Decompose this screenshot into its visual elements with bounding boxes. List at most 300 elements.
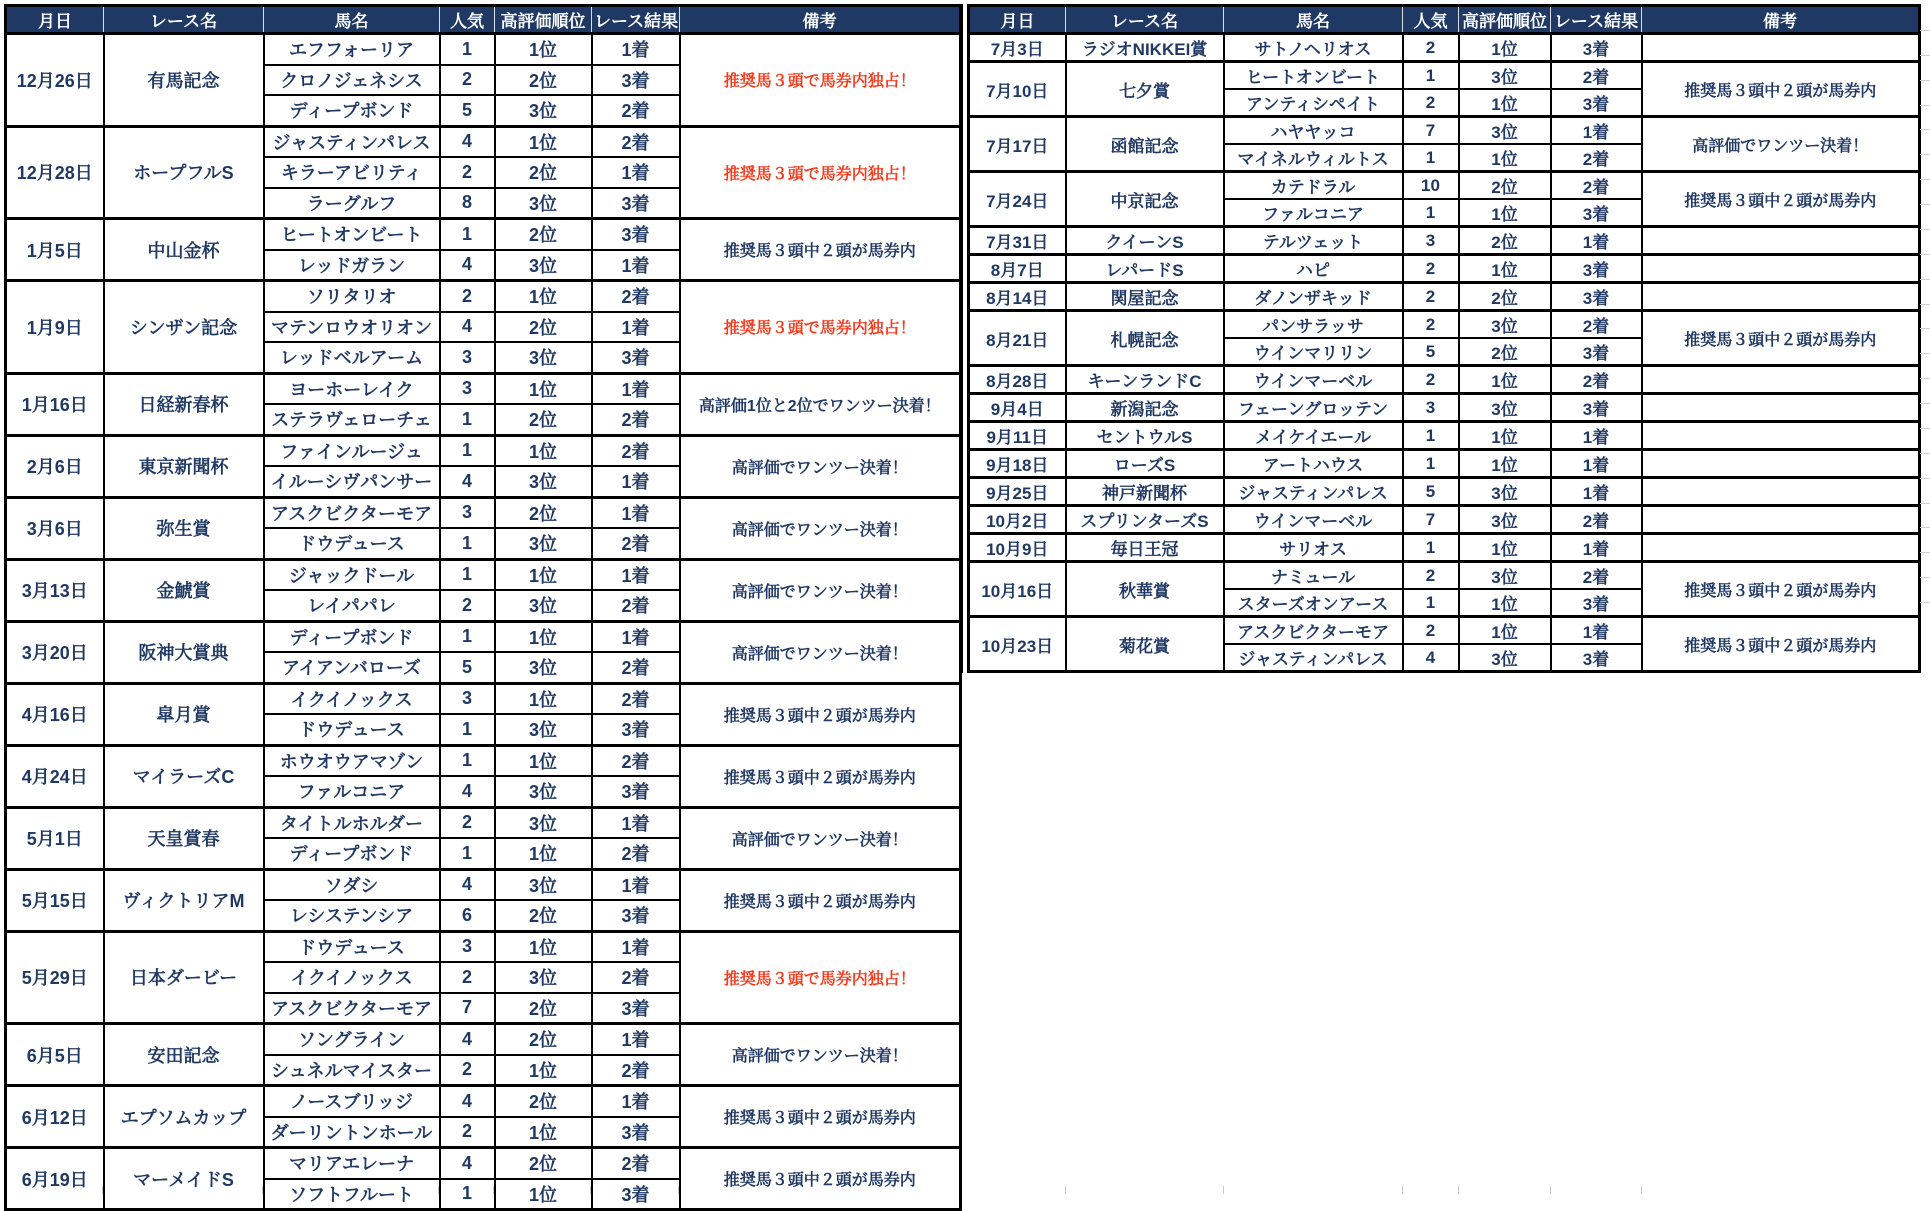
result-cell: 2着 — [1551, 62, 1642, 90]
result-cell: 2着 — [1551, 144, 1642, 172]
horse-name-cell: フェーングロッテン — [1224, 394, 1403, 422]
popularity-cell: 1 — [1403, 450, 1459, 478]
horse-name-cell: アイアンバローズ — [264, 652, 440, 683]
result-cell: 2着 — [592, 404, 680, 435]
horse-name-cell: ジャスティンパレス — [1224, 478, 1403, 506]
result-cell: 2着 — [1551, 506, 1642, 534]
horse-name-cell: ダーリントンホール — [264, 1117, 440, 1148]
gridline — [102, 1186, 103, 1194]
rank-cell: 1位 — [1459, 534, 1551, 562]
horse-name-cell: タイトルホルダー — [264, 807, 440, 838]
result-cell: 1着 — [592, 1086, 680, 1117]
gridline — [1402, 1186, 1403, 1194]
popularity-cell: 7 — [440, 993, 495, 1024]
race-name-cell: 日経新春杯 — [104, 373, 264, 435]
gridline — [1550, 1186, 1551, 1194]
popularity-cell: 1 — [1403, 534, 1459, 562]
horse-name-cell: サトノヘリオス — [1224, 34, 1403, 62]
date-cell: 8月28日 — [969, 366, 1066, 394]
table-row — [969, 172, 1920, 200]
rank-cell: 3位 — [495, 869, 592, 900]
result-cell: 3着 — [1551, 199, 1642, 227]
rank-cell: 3位 — [495, 652, 592, 683]
result-cell: 2着 — [592, 838, 680, 869]
remark-cell: 推奨馬３頭中２頭が馬券内 — [680, 219, 961, 281]
table-row — [969, 562, 1920, 590]
date-cell: 2月6日 — [6, 435, 104, 497]
table-row — [6, 559, 961, 590]
popularity-cell: 2 — [1403, 311, 1459, 339]
remark-cell: 高評価でワンツー決着！ — [1642, 117, 1920, 172]
result-cell: 1着 — [1551, 227, 1642, 255]
result-cell: 3着 — [592, 65, 680, 96]
horse-name-cell: ハピ — [1224, 255, 1403, 283]
rank-cell: 3位 — [495, 466, 592, 497]
table-row — [969, 394, 1920, 422]
remark-cell: 推奨馬３頭中２頭が馬券内 — [1642, 562, 1920, 617]
gridline — [1920, 453, 1930, 454]
rank-cell: 1位 — [495, 621, 592, 652]
horse-name-cell: ファルコニア — [1224, 199, 1403, 227]
horse-name-cell: ホウオウアマゾン — [264, 745, 440, 776]
table-row — [969, 117, 1920, 145]
date-cell: 12月28日 — [6, 126, 104, 219]
popularity-cell: 4 — [440, 126, 495, 157]
remark-cell — [1642, 366, 1920, 394]
remark-cell: 高評価でワンツー決着！ — [680, 435, 961, 497]
result-cell: 2着 — [592, 1055, 680, 1086]
popularity-cell: 2 — [1403, 89, 1459, 117]
horse-name-cell: ディープボンド — [264, 621, 440, 652]
horse-name-cell: カテドラル — [1224, 172, 1403, 200]
remark-cell: 推奨馬３頭中２頭が馬券内 — [680, 683, 961, 745]
column-header: レース名 — [1066, 6, 1224, 34]
column-header: 人気 — [1403, 6, 1459, 34]
result-cell: 2着 — [592, 126, 680, 157]
horse-name-cell: ソングライン — [264, 1024, 440, 1055]
popularity-cell: 5 — [1403, 338, 1459, 366]
rank-cell: 1位 — [495, 126, 592, 157]
rank-cell: 2位 — [1459, 227, 1551, 255]
date-cell: 7月24日 — [969, 172, 1066, 227]
date-cell: 6月12日 — [6, 1086, 104, 1148]
remark-cell — [1642, 478, 1920, 506]
rank-cell: 3位 — [495, 807, 592, 838]
horse-name-cell: アスクビクターモア — [264, 497, 440, 528]
race-name-cell: ローズS — [1066, 450, 1224, 478]
race-name-cell: 皐月賞 — [104, 683, 264, 745]
result-cell: 1着 — [1551, 422, 1642, 450]
remark-cell — [1642, 34, 1920, 62]
popularity-cell: 2 — [1403, 34, 1459, 62]
race-name-cell: キーンランドC — [1066, 366, 1224, 394]
rank-cell: 1位 — [1459, 366, 1551, 394]
race-name-cell: 毎日王冠 — [1066, 534, 1224, 562]
result-cell: 1着 — [592, 466, 680, 497]
rank-cell: 2位 — [1459, 338, 1551, 366]
popularity-cell: 4 — [440, 466, 495, 497]
popularity-cell: 1 — [1403, 422, 1459, 450]
table-row — [969, 478, 1920, 506]
rank-cell: 3位 — [495, 776, 592, 807]
remark-cell: 推奨馬３頭で馬券内独占！ — [680, 931, 961, 1024]
column-header: レース結果 — [592, 6, 680, 34]
date-cell: 3月13日 — [6, 559, 104, 621]
popularity-cell: 7 — [1403, 506, 1459, 534]
gridline — [1920, 478, 1930, 479]
rank-cell: 1位 — [495, 838, 592, 869]
rank-cell: 1位 — [495, 34, 592, 65]
column-header: 月日 — [969, 6, 1066, 34]
result-cell: 3着 — [592, 342, 680, 373]
race-name-cell: 七夕賞 — [1066, 62, 1224, 117]
column-header: 月日 — [6, 6, 104, 34]
horse-name-cell: スターズオンアース — [1224, 589, 1403, 617]
horse-name-cell: テルツェット — [1224, 227, 1403, 255]
result-cell: 1着 — [1551, 117, 1642, 145]
race-results-table-left — [4, 4, 962, 1211]
horse-name-cell: ラーグルフ — [264, 188, 440, 219]
gridline — [1458, 1186, 1459, 1194]
gridline — [1223, 1186, 1224, 1194]
race-name-cell: クイーンS — [1066, 227, 1224, 255]
horse-name-cell: ソリタリオ — [264, 281, 440, 312]
gridline — [1920, 204, 1930, 205]
popularity-cell: 1 — [440, 838, 495, 869]
gridline — [1920, 577, 1930, 578]
remark-cell — [1642, 450, 1920, 478]
horse-name-cell: ディープボンド — [264, 95, 440, 126]
result-cell: 2着 — [1551, 311, 1642, 339]
table-row — [969, 450, 1920, 478]
horse-name-cell: ジャスティンパレス — [1224, 644, 1403, 672]
rank-cell: 1位 — [495, 435, 592, 466]
popularity-cell: 1 — [1403, 589, 1459, 617]
popularity-cell: 1 — [440, 745, 495, 776]
result-cell: 1着 — [592, 157, 680, 188]
popularity-cell: 1 — [1403, 62, 1459, 90]
popularity-cell: 3 — [440, 931, 495, 962]
popularity-cell: 2 — [440, 65, 495, 96]
date-cell: 5月15日 — [6, 869, 104, 931]
popularity-cell: 8 — [440, 188, 495, 219]
rank-cell: 1位 — [1459, 89, 1551, 117]
result-cell: 1着 — [592, 34, 680, 65]
remark-cell: 高評価でワンツー決着！ — [680, 1024, 961, 1086]
horse-name-cell: マイネルウィルトス — [1224, 144, 1403, 172]
remark-cell: 高評価でワンツー決着！ — [680, 807, 961, 869]
horse-name-cell: ヒートオンビート — [264, 219, 440, 250]
result-cell: 3着 — [592, 219, 680, 250]
gridline — [1920, 527, 1930, 528]
column-header: 人気 — [440, 6, 495, 34]
popularity-cell: 4 — [440, 1086, 495, 1117]
popularity-cell: 2 — [1403, 562, 1459, 590]
race-results-table-right-wrapper — [961, 4, 1921, 673]
race-name-cell: 安田記念 — [104, 1024, 264, 1086]
result-cell: 2着 — [1551, 172, 1642, 200]
table-row — [6, 34, 961, 65]
horse-name-cell: ヨーホーレイク — [264, 373, 440, 404]
horse-name-cell: レシステンシア — [264, 900, 440, 931]
table-row — [969, 617, 1920, 645]
result-cell: 2着 — [592, 962, 680, 993]
popularity-cell: 1 — [1403, 144, 1459, 172]
gridline — [1920, 552, 1930, 553]
popularity-cell: 4 — [440, 1024, 495, 1055]
gridline — [1920, 179, 1930, 180]
gridline — [1920, 80, 1930, 81]
result-cell: 1着 — [592, 559, 680, 590]
table-row — [6, 219, 961, 250]
popularity-cell: 2 — [1403, 255, 1459, 283]
result-cell: 3着 — [592, 993, 680, 1024]
popularity-cell: 1 — [440, 559, 495, 590]
remark-cell — [1642, 394, 1920, 422]
race-name-cell: 新潟記念 — [1066, 394, 1224, 422]
rank-cell: 1位 — [495, 683, 592, 714]
remark-cell: 高評価でワンツー決着！ — [680, 497, 961, 559]
popularity-cell: 3 — [440, 683, 495, 714]
date-cell: 4月24日 — [6, 745, 104, 807]
popularity-cell: 1 — [440, 621, 495, 652]
result-cell: 1着 — [1551, 450, 1642, 478]
column-header: 高評価順位 — [495, 6, 592, 34]
popularity-cell: 2 — [440, 590, 495, 621]
result-cell: 3着 — [592, 776, 680, 807]
horse-name-cell: ソフトフルート — [264, 1179, 440, 1210]
race-name-cell: セントウルS — [1066, 422, 1224, 450]
popularity-cell: 4 — [1403, 644, 1459, 672]
gridline — [1920, 304, 1930, 305]
result-cell: 1着 — [1551, 478, 1642, 506]
horse-name-cell: ノースブリッジ — [264, 1086, 440, 1117]
date-cell: 3月6日 — [6, 497, 104, 559]
popularity-cell: 2 — [1403, 617, 1459, 645]
gridline — [1920, 129, 1930, 130]
gridline — [590, 1186, 591, 1194]
result-cell: 3着 — [1551, 283, 1642, 311]
popularity-cell: 6 — [440, 900, 495, 931]
result-cell: 2着 — [592, 95, 680, 126]
race-name-cell: 有馬記念 — [104, 34, 264, 127]
horse-name-cell: ウインマーベル — [1224, 366, 1403, 394]
result-cell: 3着 — [1551, 338, 1642, 366]
table-row — [6, 435, 961, 466]
horse-name-cell: レッドベルアーム — [264, 342, 440, 373]
rank-cell: 1位 — [1459, 144, 1551, 172]
result-cell: 2着 — [592, 281, 680, 312]
rank-cell: 1位 — [495, 281, 592, 312]
horse-name-cell: ディープボンド — [264, 838, 440, 869]
table-row — [6, 807, 961, 838]
header-row — [6, 6, 961, 34]
rank-cell: 3位 — [1459, 394, 1551, 422]
race-name-cell: 神戸新聞杯 — [1066, 478, 1224, 506]
rank-cell: 1位 — [1459, 589, 1551, 617]
rank-cell: 1位 — [495, 373, 592, 404]
race-name-cell: 中京記念 — [1066, 172, 1224, 227]
horse-name-cell: サリオス — [1224, 534, 1403, 562]
table-row — [6, 683, 961, 714]
race-name-cell: 中山金杯 — [104, 219, 264, 281]
date-cell: 9月4日 — [969, 394, 1066, 422]
remark-cell: 推奨馬３頭中２頭が馬券内 — [1642, 172, 1920, 227]
horse-name-cell: マリアエレーナ — [264, 1148, 440, 1179]
horse-name-cell: イクイノックス — [264, 683, 440, 714]
column-header: 備考 — [1642, 6, 1920, 34]
race-name-cell: 東京新聞杯 — [104, 435, 264, 497]
horse-name-cell: キラーアビリティ — [264, 157, 440, 188]
race-name-cell: 函館記念 — [1066, 117, 1224, 172]
gridline — [1920, 328, 1930, 329]
gridline — [1920, 279, 1930, 280]
horse-name-cell: レッドガラン — [264, 250, 440, 281]
horse-name-cell: ナミュール — [1224, 562, 1403, 590]
rank-cell: 1位 — [495, 559, 592, 590]
horse-name-cell: ジャスティンパレス — [264, 126, 440, 157]
result-cell: 3着 — [1551, 89, 1642, 117]
remark-cell: 推奨馬３頭で馬券内独占！ — [680, 126, 961, 219]
rank-cell: 2位 — [495, 1086, 592, 1117]
remark-cell: 推奨馬３頭中２頭が馬券内 — [1642, 311, 1920, 366]
rank-cell: 3位 — [1459, 478, 1551, 506]
table-row — [969, 283, 1920, 311]
result-cell: 3着 — [1551, 34, 1642, 62]
table-row — [6, 1024, 961, 1055]
gridline — [1920, 602, 1930, 603]
rank-cell: 3位 — [1459, 644, 1551, 672]
column-header: レース名 — [104, 6, 264, 34]
result-cell: 1着 — [592, 869, 680, 900]
popularity-cell: 2 — [440, 1117, 495, 1148]
gridline — [1920, 229, 1930, 230]
result-cell: 2着 — [592, 528, 680, 559]
popularity-cell: 5 — [440, 95, 495, 126]
result-cell: 3着 — [592, 1117, 680, 1148]
table-row — [6, 1148, 961, 1179]
rank-cell: 1位 — [495, 1117, 592, 1148]
popularity-cell: 1 — [440, 528, 495, 559]
popularity-cell: 10 — [1403, 172, 1459, 200]
race-name-cell: スプリンターズS — [1066, 506, 1224, 534]
popularity-cell: 5 — [1403, 478, 1459, 506]
horse-name-cell: ハヤヤッコ — [1224, 117, 1403, 145]
popularity-cell: 4 — [440, 250, 495, 281]
column-header: 馬名 — [264, 6, 440, 34]
race-name-cell: エプソムカップ — [104, 1086, 264, 1148]
result-cell: 3着 — [592, 900, 680, 931]
rank-cell: 3位 — [495, 188, 592, 219]
rank-cell: 3位 — [1459, 62, 1551, 90]
column-header: 馬名 — [1224, 6, 1403, 34]
rank-cell: 2位 — [495, 900, 592, 931]
popularity-cell: 2 — [440, 281, 495, 312]
gridline — [1920, 403, 1930, 404]
gridline — [1920, 378, 1930, 379]
result-cell: 3着 — [1551, 589, 1642, 617]
popularity-cell: 2 — [1403, 366, 1459, 394]
date-cell: 7月3日 — [969, 34, 1066, 62]
rank-cell: 2位 — [495, 312, 592, 343]
result-cell: 2着 — [592, 683, 680, 714]
race-name-cell: ラジオNIKKEI賞 — [1066, 34, 1224, 62]
date-cell: 4月16日 — [6, 683, 104, 745]
remark-cell: 推奨馬３頭中２頭が馬券内 — [680, 869, 961, 931]
race-results-table-right — [967, 4, 1921, 673]
gridline — [1920, 105, 1930, 106]
popularity-cell: 1 — [1403, 199, 1459, 227]
result-cell: 3着 — [592, 1179, 680, 1210]
horse-name-cell: イルーシヴパンサー — [264, 466, 440, 497]
popularity-cell: 2 — [440, 962, 495, 993]
popularity-cell: 2 — [1403, 283, 1459, 311]
rank-cell: 2位 — [495, 404, 592, 435]
table-row — [6, 1086, 961, 1117]
rank-cell: 1位 — [1459, 255, 1551, 283]
rank-cell: 3位 — [495, 714, 592, 745]
race-name-cell: マイラーズC — [104, 745, 264, 807]
remark-cell — [1642, 534, 1920, 562]
date-cell: 12月26日 — [6, 34, 104, 127]
remark-cell: 推奨馬３頭で馬券内独占！ — [680, 281, 961, 374]
table-row — [969, 534, 1920, 562]
result-cell: 2着 — [592, 1148, 680, 1179]
popularity-cell: 5 — [440, 652, 495, 683]
race-name-cell: レパードS — [1066, 255, 1224, 283]
result-cell: 3着 — [592, 188, 680, 219]
rank-cell: 1位 — [1459, 34, 1551, 62]
table-row — [969, 227, 1920, 255]
popularity-cell: 1 — [440, 34, 495, 65]
table-row — [969, 311, 1920, 339]
horse-name-cell: ステラヴェローチェ — [264, 404, 440, 435]
gridline — [1641, 1186, 1642, 1194]
popularity-cell: 7 — [1403, 117, 1459, 145]
popularity-cell: 4 — [440, 312, 495, 343]
table-row — [6, 869, 961, 900]
rank-cell: 2位 — [495, 1148, 592, 1179]
gridline — [262, 1186, 263, 1194]
result-cell: 1着 — [592, 373, 680, 404]
race-name-cell: 秋華賞 — [1066, 562, 1224, 617]
horse-name-cell: エフフォーリア — [264, 34, 440, 65]
popularity-cell: 3 — [1403, 394, 1459, 422]
gridline — [1920, 154, 1930, 155]
remark-cell: 推奨馬３頭中２頭が馬券内 — [680, 1148, 961, 1210]
date-cell: 10月16日 — [969, 562, 1066, 617]
horse-name-cell: アートハウス — [1224, 450, 1403, 478]
date-cell: 10月2日 — [969, 506, 1066, 534]
table-row — [969, 255, 1920, 283]
rank-cell: 3位 — [1459, 506, 1551, 534]
result-cell: 1着 — [1551, 617, 1642, 645]
horse-name-cell: アンティシペイト — [1224, 89, 1403, 117]
rank-cell: 3位 — [1459, 311, 1551, 339]
result-cell: 1着 — [592, 931, 680, 962]
table-row — [6, 373, 961, 404]
horse-name-cell: ヒートオンビート — [1224, 62, 1403, 90]
result-cell: 1着 — [592, 250, 680, 281]
rank-cell: 1位 — [495, 745, 592, 776]
rank-cell: 1位 — [1459, 617, 1551, 645]
result-cell: 2着 — [592, 435, 680, 466]
result-cell: 3着 — [1551, 255, 1642, 283]
race-name-cell: 関屋記念 — [1066, 283, 1224, 311]
horse-name-cell: ドウデュース — [264, 528, 440, 559]
popularity-cell: 4 — [440, 776, 495, 807]
horse-name-cell: ジャックドール — [264, 559, 440, 590]
